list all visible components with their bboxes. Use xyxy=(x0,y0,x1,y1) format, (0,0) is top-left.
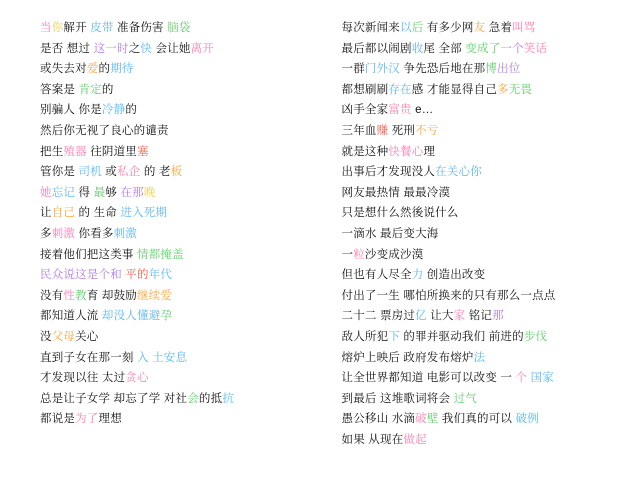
lyric-segment: 破 xyxy=(415,413,427,426)
lyric-segment: 熔炉上映后 政府发布熔炉 xyxy=(341,351,474,364)
lyric-segment: 出位 xyxy=(497,63,521,76)
lyric-segment: 往阴道里 xyxy=(86,145,138,158)
lyric-segment: 在那 xyxy=(120,186,144,199)
lyric-segment: 感 才能显得自己 xyxy=(411,83,498,96)
lyric-line xyxy=(342,18,618,39)
lyric-segment: 够 xyxy=(105,186,121,199)
lyric-segment: 就是这种 xyxy=(341,145,389,158)
lyric-segment: 塞 xyxy=(137,145,149,158)
lyric-segment: 刺激 xyxy=(51,227,76,240)
lyric-line xyxy=(40,121,316,142)
lyric-segment: 会让她 xyxy=(152,42,191,55)
lyric-segment: 愚公移山 水滴 xyxy=(341,413,416,426)
lyric-segment: 个 xyxy=(515,372,531,385)
lyric-segment: 一滴水 最后变大海 xyxy=(341,227,439,240)
lyric-line xyxy=(40,368,316,389)
lyric-segment: 是否 想过 xyxy=(40,42,94,55)
lyric-segment: 沙变成沙漠 xyxy=(364,248,424,261)
lyric-segment: 出事后才发现没人 xyxy=(341,166,436,179)
lyric-segment: 粒 xyxy=(353,248,365,261)
lyric-segment: 让全世界都知道 电影可以改变 一 xyxy=(341,372,516,385)
lyric-segment: 父母 xyxy=(51,330,76,343)
lyric-segment: 铭记 xyxy=(465,310,493,323)
lyric-segment: 下 xyxy=(388,330,401,343)
lyric-segment: 年代 xyxy=(148,269,173,282)
lyric-segment: 快餐心 xyxy=(388,145,424,158)
lyric-segment: 准备伤害 xyxy=(113,22,168,34)
lyric-segment: 当 xyxy=(40,22,52,34)
lyric-segment: 贪心 xyxy=(125,372,149,385)
lyric-segment: 叫骂 xyxy=(512,22,536,34)
lyric-segment: 答案是 xyxy=(40,83,79,96)
lyric-segment: 会 xyxy=(187,392,199,405)
lyric-segment: 有多少网 xyxy=(423,22,474,34)
lyric-segment: 友 xyxy=(473,22,486,34)
lyric-segment: 创造出改变 xyxy=(423,269,486,282)
lyric-segment: 的罪并驱动我们 前进的 xyxy=(400,330,524,343)
lyric-segment: 皮带 xyxy=(90,22,114,34)
lyric-segment: 脑袋 xyxy=(167,22,191,34)
lyric-segment: 存在 xyxy=(388,83,412,96)
lyric-segment: 忘记 xyxy=(51,186,76,199)
lyric-segment: 却没人懂避 xyxy=(101,310,161,323)
lyric-segment: 之 xyxy=(128,42,141,55)
lyric-segment: 的 生命 xyxy=(75,207,121,220)
lyric-line xyxy=(342,306,618,327)
lyric-line xyxy=(40,59,316,80)
lyric-segment: 破例 xyxy=(515,413,539,426)
lyric-segment: 关心 xyxy=(75,330,99,343)
lyric-line xyxy=(40,18,316,39)
lyric-segment: 管你是 xyxy=(40,166,79,179)
lyric-line xyxy=(342,100,618,121)
lyric-line xyxy=(342,121,618,142)
lyric-segment: 平的 xyxy=(125,269,149,282)
lyric-segment: 冷静 xyxy=(101,104,126,117)
lyric-segment: 后 xyxy=(411,22,424,34)
lyric-segment: 收 xyxy=(411,42,424,55)
lyric-segment: 多 xyxy=(497,83,509,96)
lyric-line xyxy=(40,306,316,327)
lyric-segment: 但也有人尽全 xyxy=(341,269,412,282)
lyric-segment: 凶手全家 xyxy=(341,104,389,117)
lyric-segment: 过气 xyxy=(453,392,477,405)
lyric-segment: 那 xyxy=(492,310,504,323)
lyric-segment: 入 土安息 xyxy=(137,351,188,364)
lyric-segment: e… xyxy=(411,104,434,117)
lyric-segment: 一个 xyxy=(500,42,524,55)
lyric-segment: 富贵 xyxy=(388,104,412,117)
lyric-segment: 的抵 xyxy=(198,392,223,405)
lyric-segment: 快 xyxy=(140,42,153,55)
lyric-segment: 的 xyxy=(98,63,111,76)
left-column xyxy=(14,18,316,490)
lyric-line xyxy=(40,80,316,101)
lyric-segment: 自己 xyxy=(51,207,76,220)
lyric-line xyxy=(342,327,618,348)
lyric-segment: 我们真的可以 xyxy=(438,413,516,426)
lyric-segment: 不亏 xyxy=(415,124,439,137)
lyric-segment: 的 xyxy=(101,83,114,96)
lyric-segment: 晚 xyxy=(143,186,156,199)
lyric-segment: 孕 xyxy=(160,310,173,323)
lyric-segment: 殖器 xyxy=(63,145,87,158)
lyric-segment: 你看多 xyxy=(75,227,114,240)
lyric-segment: 博 xyxy=(485,63,498,76)
lyric-segment: 敌人所犯 xyxy=(341,330,389,343)
lyric-segment: 离开 xyxy=(190,42,215,55)
lyric-segment: 三年血 xyxy=(341,124,377,137)
lyric-segment: 死刑 xyxy=(388,124,416,137)
lyric-segment: 民众说这是个和 xyxy=(40,269,126,282)
lyric-segment: 或失去对 xyxy=(40,63,87,76)
lyric-segment: 情都掩盖 xyxy=(137,248,184,261)
lyric-segment: 爱 xyxy=(86,63,99,76)
lyric-segment: 育 却鼓励 xyxy=(86,289,138,302)
lyric-segment: 解开 xyxy=(63,22,91,34)
lyric-line xyxy=(342,142,618,163)
lyric-segment: 板 xyxy=(170,166,183,179)
lyric-line xyxy=(342,162,618,183)
lyric-segment: 步伐 xyxy=(523,330,548,343)
lyric-segment: 亿 xyxy=(415,310,427,323)
lyric-segment: 没 xyxy=(40,330,52,343)
lyric-line xyxy=(342,224,618,245)
lyric-segment: 刺激 xyxy=(113,227,138,240)
lyric-segment: 这一时 xyxy=(93,42,129,55)
lyric-line xyxy=(342,39,618,60)
lyric-line xyxy=(40,245,316,266)
lyric-line xyxy=(40,39,316,60)
lyric-segment: 一 xyxy=(341,248,354,261)
lyric-segment: 二十二 票房过 xyxy=(341,310,416,323)
lyric-segment: 为了 xyxy=(75,413,99,426)
lyric-segment: 让大 xyxy=(426,310,454,323)
lyric-line xyxy=(342,348,618,369)
lyric-segment: 最冷漠 xyxy=(415,186,451,199)
lyric-line xyxy=(342,203,618,224)
lyric-segment: 笑话 xyxy=(523,42,548,55)
lyric-segment: 到最后 这堆歌词将会 xyxy=(341,392,454,405)
lyric-segment: 无畏 xyxy=(508,83,533,96)
lyric-segment: 每次新闻来 xyxy=(341,22,400,34)
lyric-segment: 接着他们把这类事 xyxy=(40,248,137,261)
lyric-line xyxy=(342,368,618,389)
lyric-segment: 直到子女在那一刻 xyxy=(40,351,137,364)
lyric-segment: 都说是 xyxy=(40,413,76,426)
lyric-segment: 力 xyxy=(411,269,424,282)
lyric-segment: 让 xyxy=(40,207,52,220)
lyric-segment: 理想 xyxy=(98,413,122,426)
lyric-segment: 性 xyxy=(63,289,76,302)
lyric-segment: 如果 从现在 xyxy=(341,433,404,446)
lyric-line xyxy=(342,430,618,451)
lyric-segment: 期待 xyxy=(110,63,134,76)
lyric-segment: 把生 xyxy=(40,145,64,158)
lyric-line xyxy=(40,265,316,286)
lyric-segment: 争先恐后地在那 xyxy=(400,63,486,76)
lyric-segment: 肯定 xyxy=(78,83,102,96)
lyric-segment: 多 xyxy=(40,227,52,240)
lyric-line xyxy=(342,265,618,286)
lyric-segment: 你 xyxy=(51,22,64,34)
lyric-segment: 都想刷刷 xyxy=(341,83,389,96)
lyric-line xyxy=(342,286,618,307)
right-column xyxy=(316,18,618,490)
lyric-segment: 她 xyxy=(40,186,52,199)
lyric-segment: 私企 xyxy=(117,166,141,179)
lyric-line xyxy=(40,348,316,369)
lyric-segment: 理 xyxy=(423,145,436,158)
lyric-segment: 国家 xyxy=(530,372,554,385)
lyric-segment: 变成了 xyxy=(465,42,501,55)
lyric-segment: 得 xyxy=(75,186,94,199)
lyric-segment: 做起 xyxy=(403,433,427,446)
lyric-line xyxy=(342,409,618,430)
lyric-segment: 以 xyxy=(400,22,412,34)
lyric-line xyxy=(342,389,618,410)
lyric-line xyxy=(40,142,316,163)
lyric-segment: 都知道人流 xyxy=(40,310,102,323)
lyric-segment: 网友最热情 最 xyxy=(341,186,416,199)
lyric-segment: 的 老 xyxy=(140,166,171,179)
lyric-segment: 总是让子女学 却忘了学 对社 xyxy=(40,392,188,405)
lyric-line xyxy=(342,245,618,266)
lyric-segment: 或 xyxy=(101,166,118,179)
lyric-segment: 赚 xyxy=(376,124,389,137)
lyric-segment: 别骗人 你是 xyxy=(40,104,102,117)
lyric-line xyxy=(40,327,316,348)
lyric-segment: 教 xyxy=(75,289,87,302)
lyric-segment: 家 xyxy=(453,310,466,323)
lyric-segment: 继续爱 xyxy=(137,289,173,302)
lyric-segment: 最 xyxy=(93,186,106,199)
lyric-segment: 壁 xyxy=(426,413,439,426)
lyric-segment: 尾 全部 xyxy=(423,42,466,55)
lyric-segment: 最后都以闹剧 xyxy=(341,42,412,55)
lyric-line xyxy=(40,286,316,307)
lyric-segment: 只是想什么然後说什么 xyxy=(341,207,459,220)
lyric-segment: 才发现以往 太过 xyxy=(40,372,126,385)
lyric-segment: 门外汉 xyxy=(364,63,401,76)
lyric-segment: 在关心你 xyxy=(435,166,482,179)
lyric-line xyxy=(40,162,316,183)
lyric-line xyxy=(40,183,316,204)
lyric-line xyxy=(342,80,618,101)
lyric-line xyxy=(342,183,618,204)
lyric-segment: 然后你无视了良心的谴责 xyxy=(40,124,169,137)
lyric-segment: 进入死期 xyxy=(120,207,168,220)
lyric-segment: 付出了一生 哪怕所换来的只有那么一点点 xyxy=(341,289,556,302)
lyric-line xyxy=(40,100,316,121)
lyric-segment: 没有 xyxy=(40,289,64,302)
lyric-line xyxy=(40,203,316,224)
lyric-segment: 一群 xyxy=(341,63,365,76)
lyric-line xyxy=(40,389,316,410)
lyric-segment: 司机 xyxy=(78,166,102,179)
lyric-segment: 的 xyxy=(125,104,138,117)
lyric-segment: 抗 xyxy=(222,392,235,405)
lyric-line xyxy=(40,224,316,245)
lyric-segment: 急着 xyxy=(485,22,513,34)
lyric-line xyxy=(40,409,316,430)
lyric-line xyxy=(342,59,618,80)
lyric-segment: 法 xyxy=(473,351,486,364)
